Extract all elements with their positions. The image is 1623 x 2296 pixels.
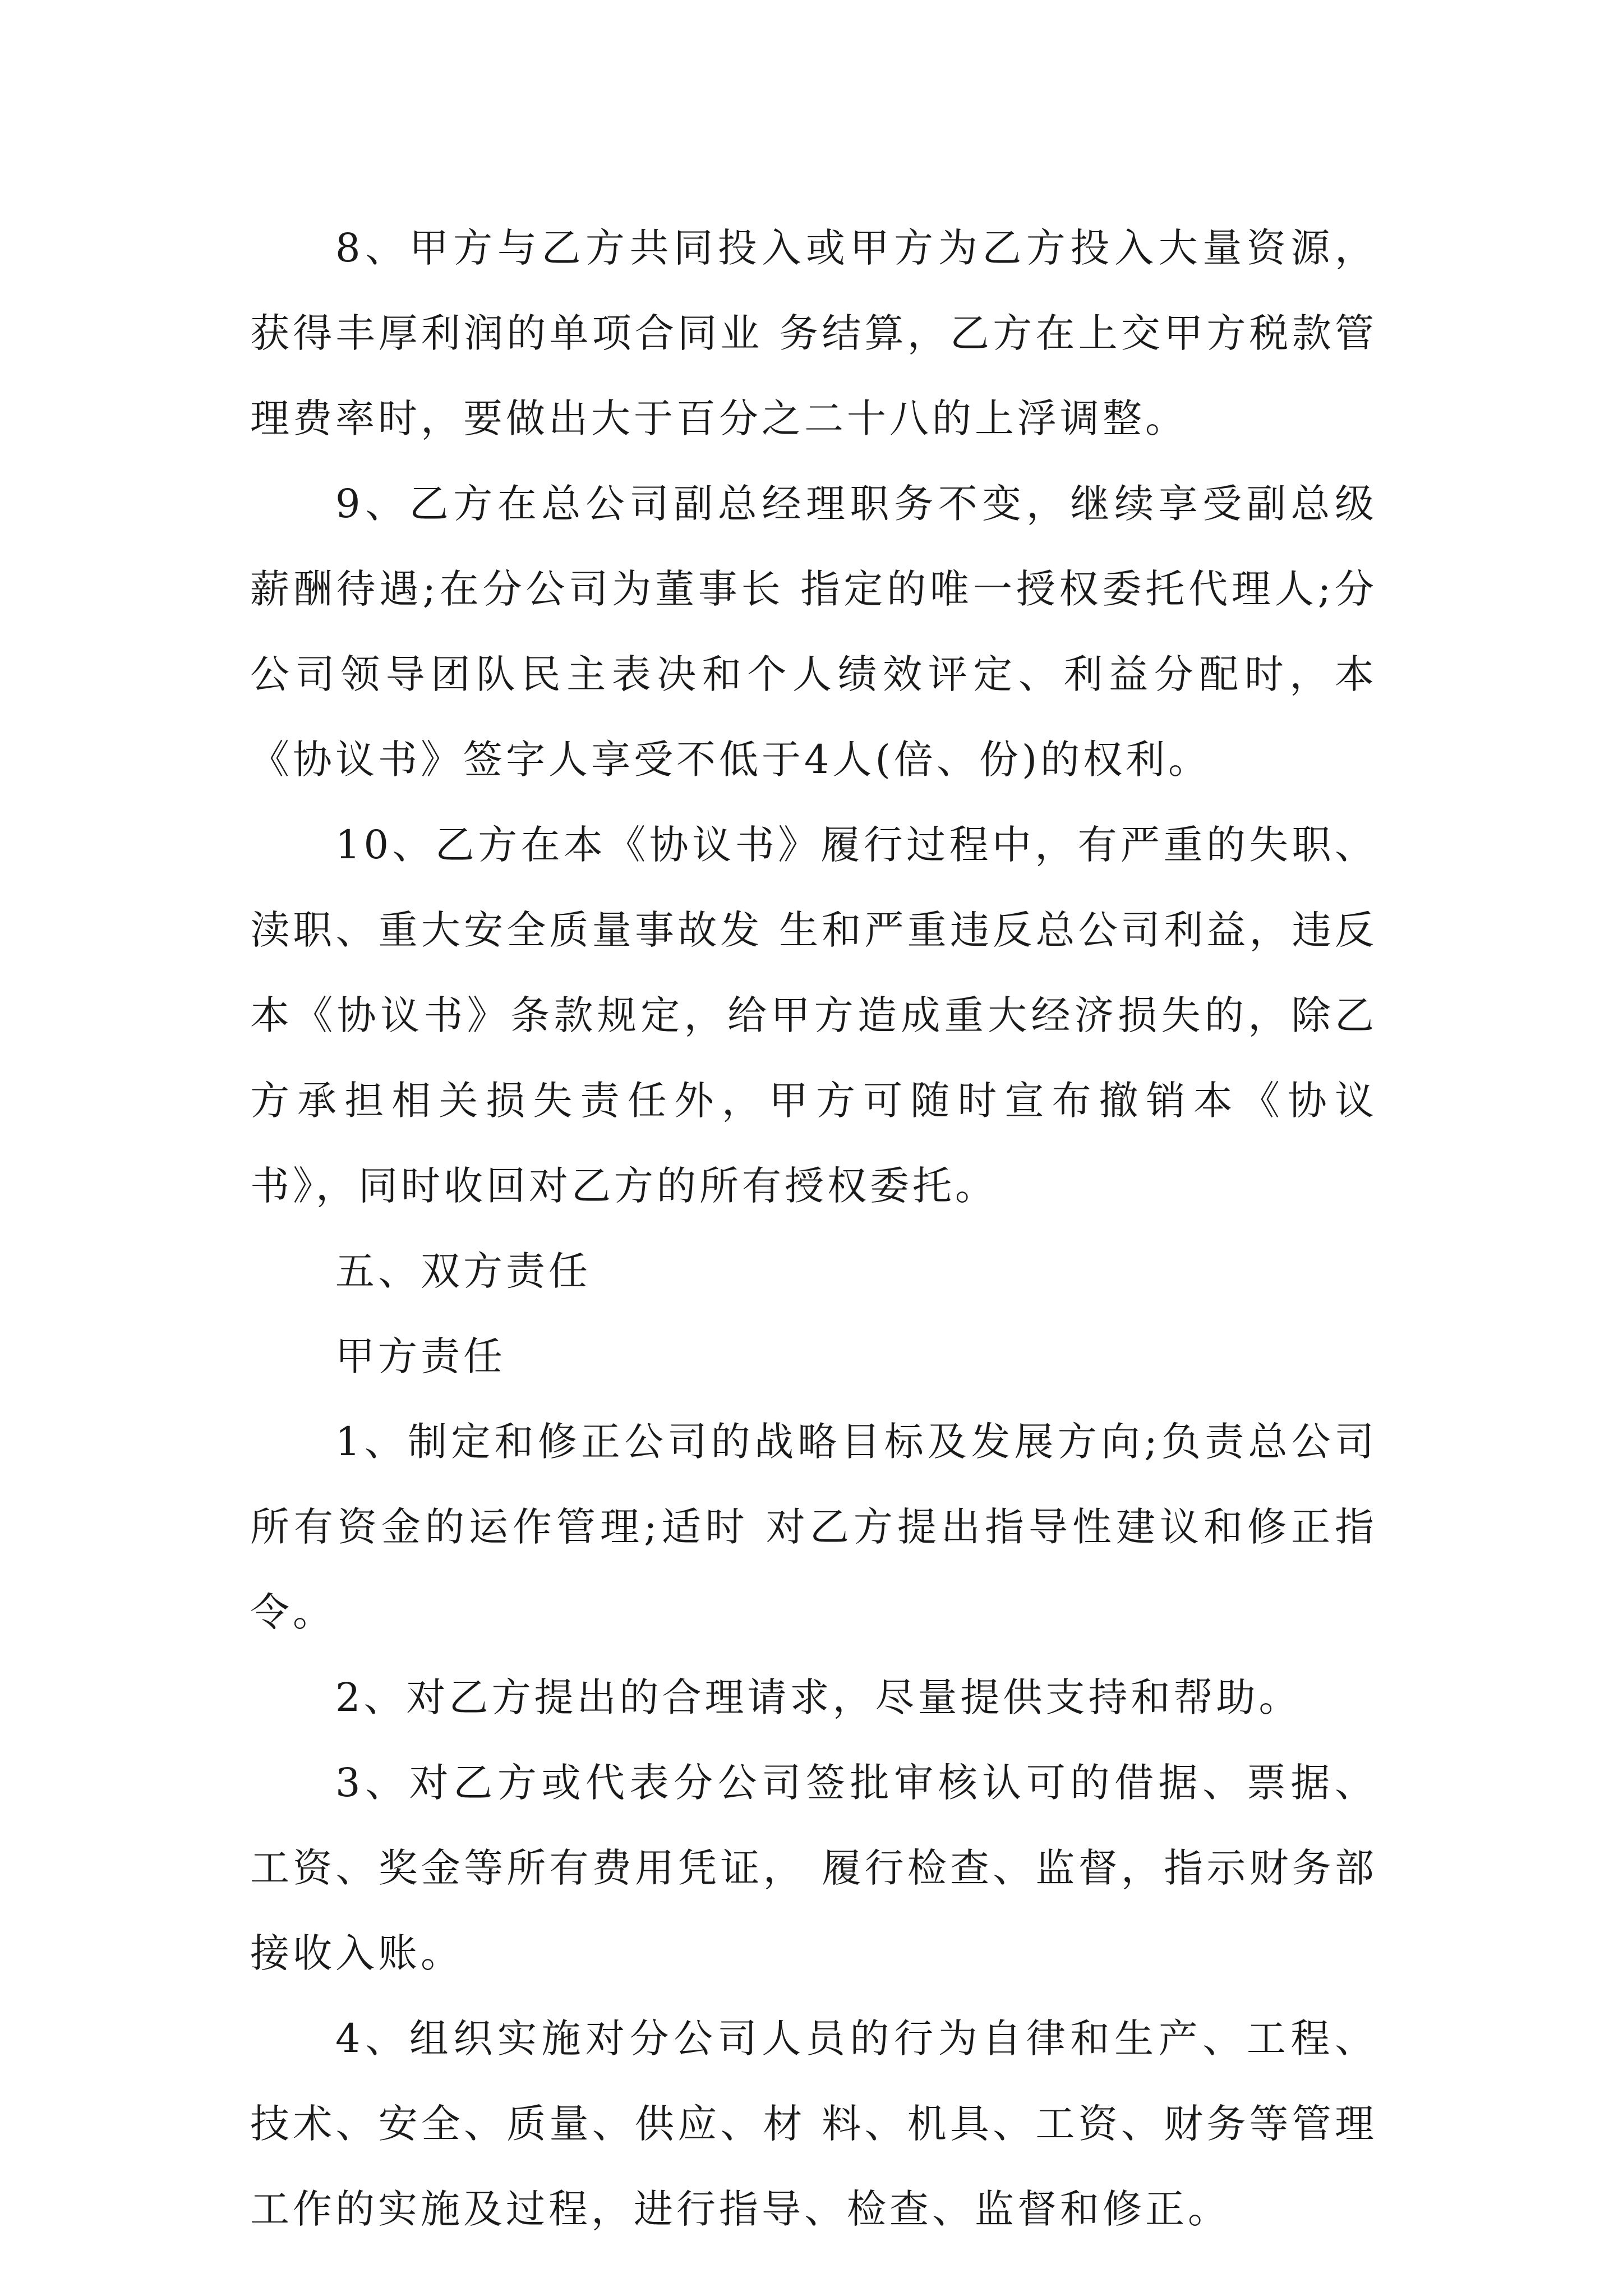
paragraph-responsibility-2: 2、对乙方提出的合理请求，尽量提供支持和帮助。 [335,1674,1302,1720]
paragraph-clause-10: 10、乙方在本《协议书》履行过程中，有严重的失职、渎职、重大安全质量事故发 生和严重违反总公司利益，违反本《协议书》条款规定，给甲方造成重大经济损失的，除乙方承担相关损失责任外，甲方可随时宣布撤销本《协议书》，同时收回对乙方的所有授权委托。 [250,822,1377,1209]
subheading-party-a-responsibilities: 甲方责任 [335,1333,506,1379]
section-heading-responsibilities: 五、双方责任 [335,1248,591,1294]
paragraph-responsibility-3: 3、对乙方或代表分公司签批审核认可的借据、票据、工资、奖金等所有费用凭证， 履行检查、监督，指示财务部接收入账。 [250,1760,1377,1976]
paragraph-responsibility-4: 4、组织实施对分公司人员的行为自律和生产、工程、技术、安全、质量、供应、材 料、机具、工资、财务等管理工作的实施及过程，进行指导、检查、监督和修正。 [250,2016,1377,2232]
paragraph-clause-9: 9、乙方在总公司副总经理职务不变，继续享受副总级薪酬待遇;在分公司为董事长 指定的唯一授权委托代理人;分公司领导团队民主表决和个人绩效评定、利益分配时，本《协议书》签字人享受不低于4人(倍、份)的权利。 [250,481,1377,783]
paragraph-responsibility-1: 1、制定和修正公司的战略目标及发展方向;负责总公司所有资金的运作管理;适时 对乙方提出指导性建议和修正指令。 [250,1419,1377,1635]
document-body [250,205,1377,2252]
paragraph-clause-8: 8、甲方与乙方共同投入或甲方为乙方投入大量资源，获得丰厚利润的单项合同业 务结算，乙方在上交甲方税款管理费率时，要做出大于百分之二十八的上浮调整。 [250,225,1377,441]
